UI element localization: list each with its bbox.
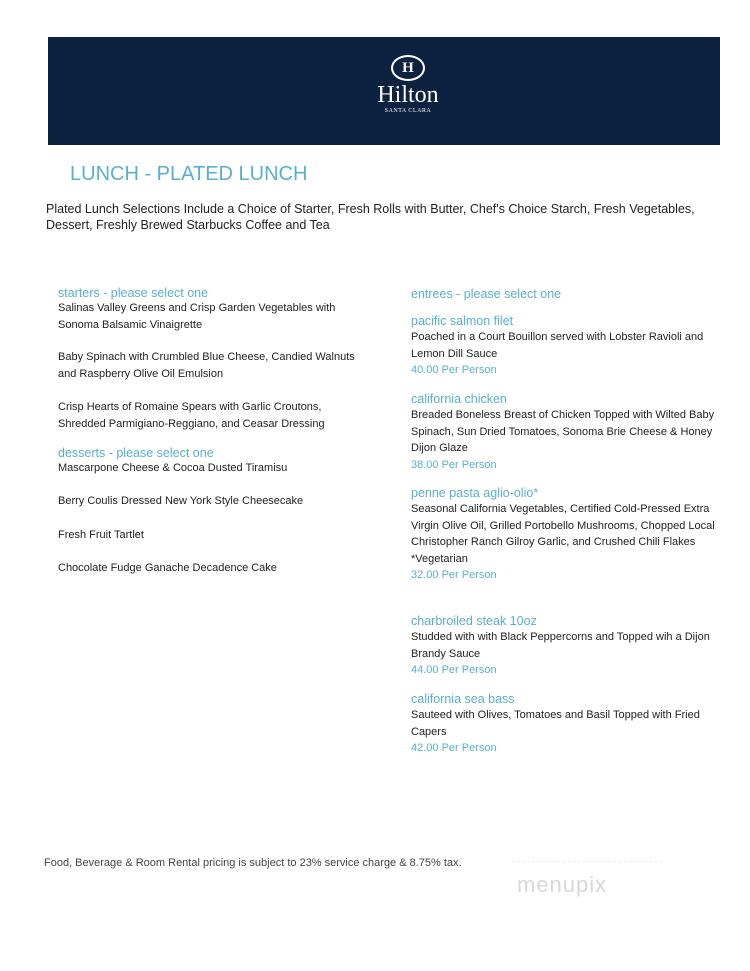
entree-name: california sea bass	[411, 692, 515, 706]
entree-description: Poached in a Court Bouillon served with Lobster Ravioli and Lemon Dill Sauce	[411, 331, 704, 360]
watermark-divider	[512, 861, 662, 862]
intro-text: Plated Lunch Selections Include a Choice of Starter, Fresh Rolls with Butter, Chef's Choice Starch, Fresh Vegetables, Dessert, Freshly Brewed Starbucks Coffee and Tea	[46, 202, 695, 232]
entree-item	[411, 313, 716, 379]
starters-heading: starters - please select one	[58, 286, 209, 300]
starter-item: Crisp Hearts of Romaine Spears with Garlic Croutons, Shredded Parmigiano-Reggiano, and Ceasar Dressing	[58, 401, 325, 430]
starter-item: Baby Spinach with Crumbled Blue Cheese, Candied Walnuts and Raspberry Olive Oil Emulsion	[58, 351, 355, 380]
entree-item	[411, 691, 711, 757]
entree-price: 38.00 Per Person	[411, 458, 497, 471]
desserts-heading: desserts - please select one	[58, 446, 214, 460]
entree-note: *Vegetarian	[411, 552, 468, 565]
entree-price: 32.00 Per Person	[411, 569, 497, 581]
dessert-item: Chocolate Fudge Ganache Decadence Cake	[58, 562, 277, 574]
dessert-item: Fresh Fruit Tartlet	[58, 529, 144, 541]
entree-name: california chicken	[411, 392, 507, 406]
header-banner	[48, 37, 720, 145]
entree-price: 44.00 Per Person	[411, 664, 497, 676]
entree-name: charbroiled steak 10oz	[411, 614, 537, 628]
entree-description: Studded with with Black Peppercorns and Topped wih a Dijon Brandy Sauce	[411, 631, 710, 660]
entree-description: Seasonal California Vegetables, Certified Cold-Pressed Extra Virgin Olive Oil, Grilled Portobello Mushrooms, Chopped Local Christopher Ranch Gilroy Garlic, and Crushed Chili Flakes	[411, 503, 715, 548]
hilton-logo	[358, 55, 458, 114]
starter-item: Salinas Valley Greens and Crisp Garden Vegetables with Sonoma Balsamic Vinaigrette	[58, 302, 336, 331]
entree-item	[411, 485, 721, 584]
entree-item	[411, 613, 716, 679]
entree-description: Breaded Boneless Breast of Chicken Topped with Wilted Baby Spinach, Sun Dried Tomatoes, Sonoma Brie Cheese & Honey Dijon Glaze	[411, 409, 715, 454]
entree-name: penne pasta aglio-olio*	[411, 486, 539, 500]
entree-item	[411, 391, 716, 473]
page-title: LUNCH - PLATED LUNCH	[70, 163, 308, 185]
footer-note: Food, Beverage & Room Rental pricing is subject to 23% service charge & 8.75% tax.	[44, 857, 462, 869]
entree-description: Sauteed with Olives, Tomatoes and Basil Topped with Fried Capers	[411, 709, 700, 738]
watermark: menupix	[517, 872, 608, 897]
dessert-item: Mascarpone Cheese & Cocoa Dusted Tiramisu	[58, 462, 288, 474]
entree-price: 40.00 Per Person	[411, 364, 497, 376]
entree-price: 42.00 Per Person	[411, 742, 497, 754]
hilton-mark-icon: H	[391, 55, 425, 81]
logo-name: Hilton	[377, 82, 439, 108]
logo-location: SANTA CLARA	[384, 108, 432, 114]
entrees-heading: entrees - please select one	[411, 287, 562, 301]
dessert-item: Berry Coulis Dressed New York Style Cheesecake	[58, 495, 304, 507]
entree-name: pacific salmon filet	[411, 314, 514, 328]
